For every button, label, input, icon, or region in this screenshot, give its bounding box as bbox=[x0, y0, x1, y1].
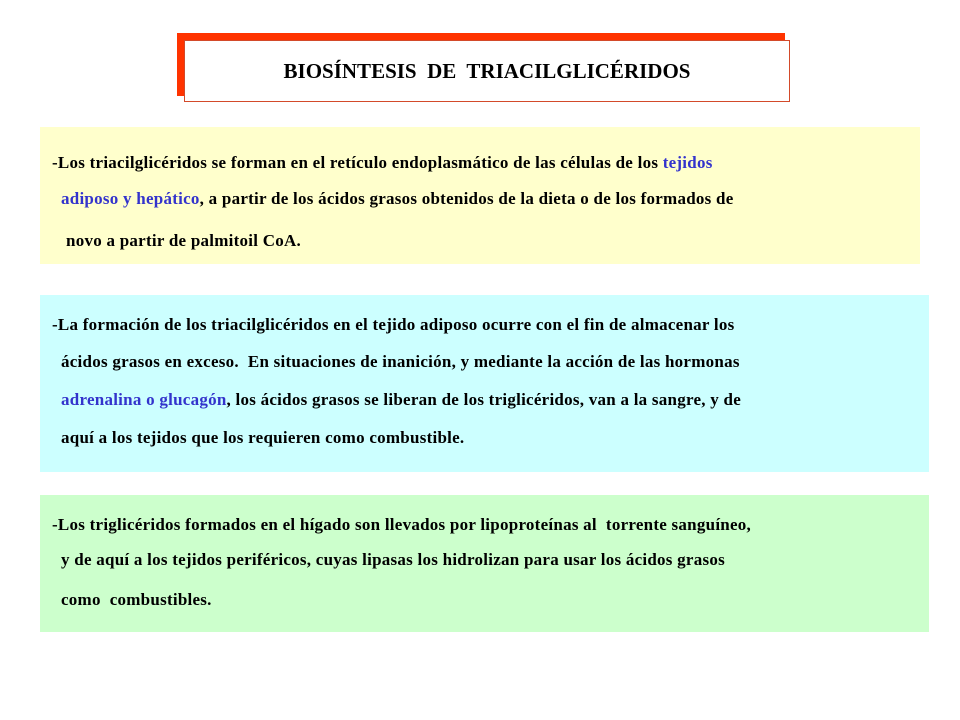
panel-3-line-1: -Los triglicéridos formados en el hígado son llevados por lipoproteínas al torrente sanguíneo, bbox=[52, 515, 752, 534]
text-panel-liver-transport bbox=[40, 495, 929, 632]
panel-3-line-2: y de aquí a los tejidos periféricos, cuyas lipasas los hidrolizan para usar los ácidos grasos bbox=[61, 550, 725, 569]
panel-3-line-3: como combustibles. bbox=[61, 590, 212, 609]
highlight-text: adiposo y hepático bbox=[61, 189, 200, 208]
panel-1-line-3: novo a partir de palmitoil CoA. bbox=[66, 231, 302, 250]
page-title: BIOSÍNTESIS DE TRIACILGLICÉRIDOS bbox=[283, 58, 691, 83]
panel-2-line-2: ácidos grasos en exceso. En situaciones de inanición, y mediante la acción de las hormonas bbox=[61, 352, 740, 371]
highlight-text: adrenalina o glucagón bbox=[61, 390, 227, 409]
panel-1-line-2: adiposo y hepático, a partir de los ácidos grasos obtenidos de la dieta o de los formados de bbox=[61, 189, 734, 208]
panel-2-line-1: -La formación de los triacilglicéridos en el tejido adiposo ocurre con el fin de almacenar los bbox=[52, 315, 735, 334]
panel-1-line-1: -Los triacilglicéridos se forman en el retículo endoplasmático de las células de los tejidos bbox=[52, 153, 713, 172]
title-box bbox=[184, 40, 790, 102]
panel-2-line-4: aquí a los tejidos que los requieren como combustible. bbox=[61, 428, 465, 447]
highlight-text: tejidos bbox=[662, 153, 713, 172]
panel-2-line-3: adrenalina o glucagón, los ácidos grasos se liberan de los triglicéridos, van a la sangre, y de bbox=[61, 390, 742, 409]
text-panel-adipose-storage bbox=[40, 295, 929, 472]
text-panel-synthesis-location bbox=[40, 127, 920, 264]
